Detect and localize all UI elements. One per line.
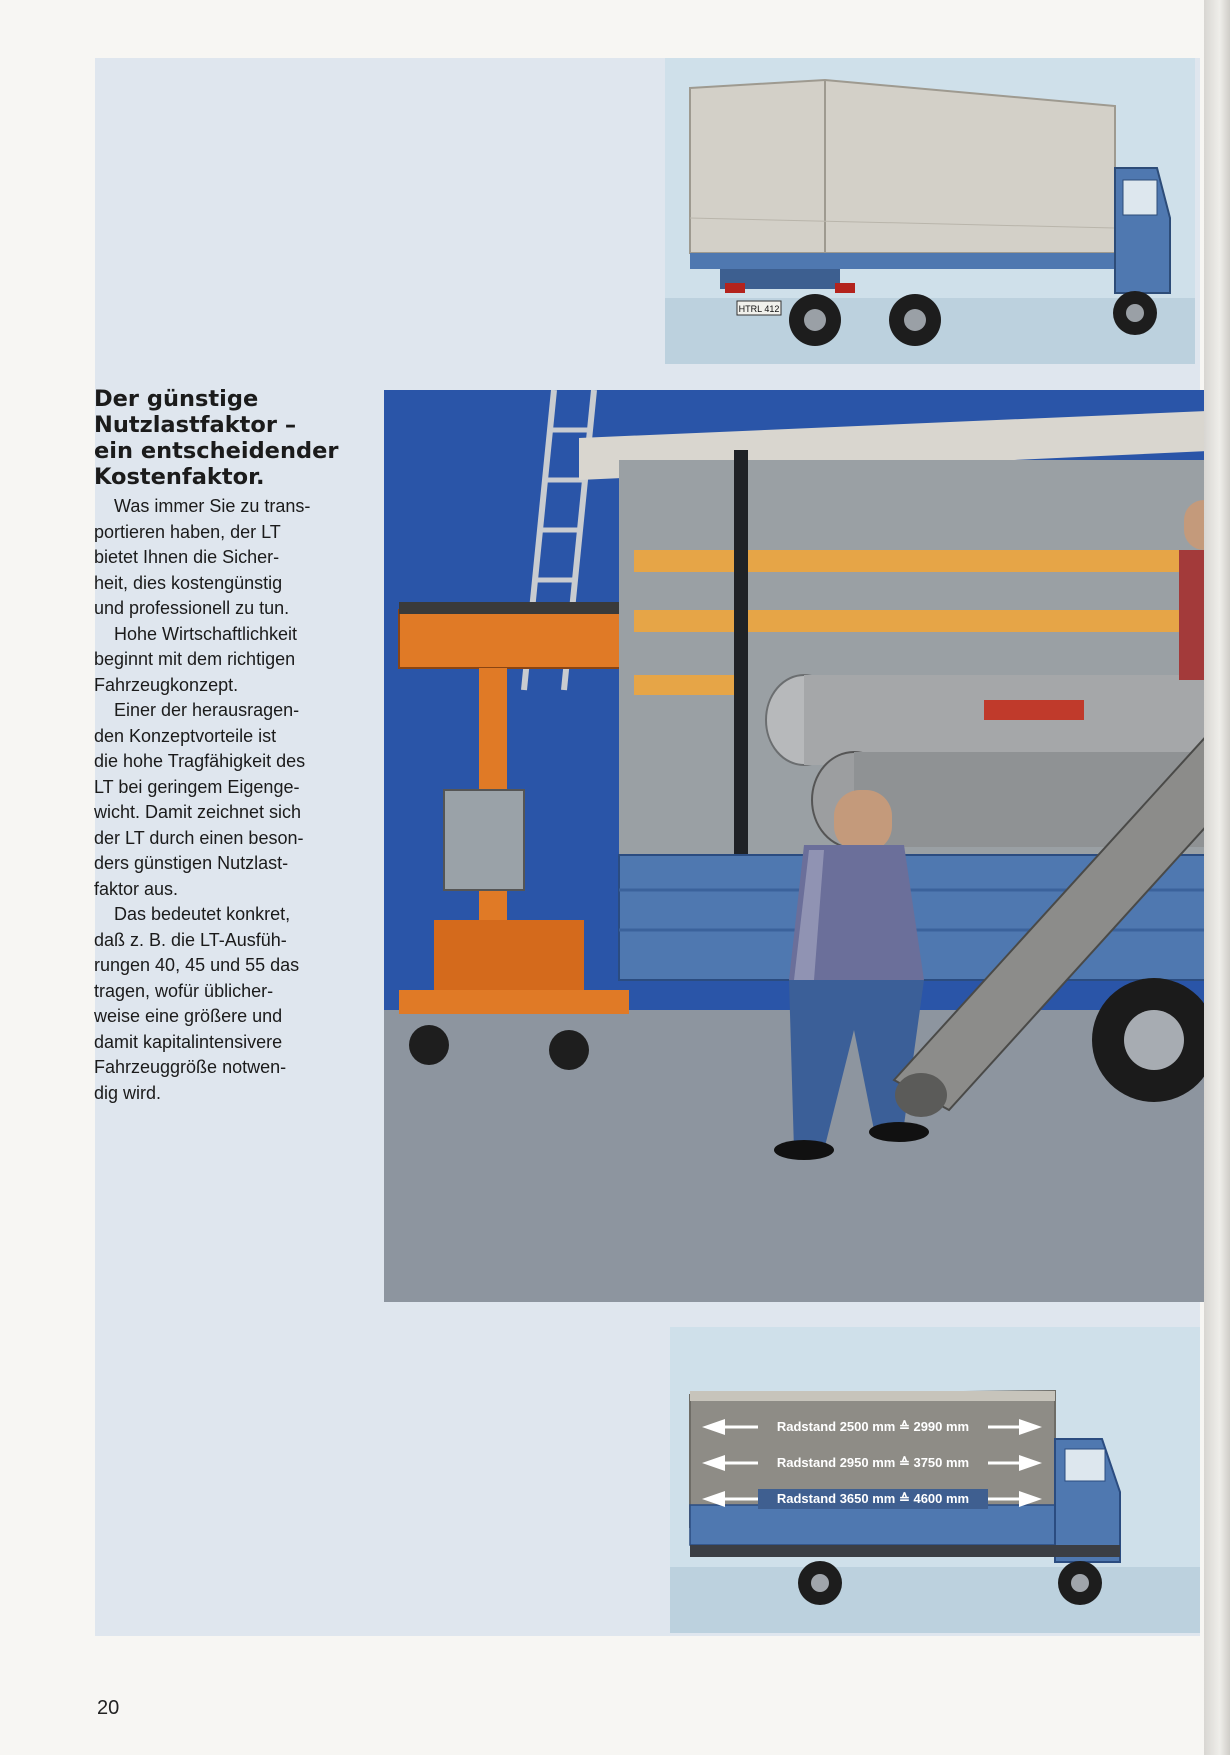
truck-rear-illustration — [665, 58, 1195, 364]
body-line: Einer der herausragen- — [114, 700, 300, 720]
title-line: ein entscheidender — [94, 438, 339, 464]
body-line: Fahrzeugkonzept. — [94, 674, 239, 695]
body-line: heit, dies kostengünstig — [94, 572, 283, 593]
body-line: Was immer Sie zu trans- — [114, 496, 311, 516]
photo-wheelbase-diagram — [670, 1327, 1200, 1633]
body-line: Hohe Wirtschaftlichkeit — [114, 623, 298, 644]
article — [94, 386, 362, 1106]
article-body — [94, 494, 362, 1106]
title-line: Kostenfaktor. — [94, 464, 265, 490]
body-line: daß z. B. die LT-Ausfüh- — [94, 929, 287, 950]
body-line: die hohe Tragfähigkeit des — [94, 751, 306, 771]
body-line: LT bei geringem Eigenge- — [94, 776, 300, 797]
body-line: tragen, wofür üblicher- — [94, 980, 274, 1001]
photo-worker-pipes — [384, 390, 1230, 1302]
license-plate: HTRL 412 — [738, 304, 780, 314]
page-spine-shadow — [1204, 0, 1230, 1755]
title-line: Nutzlastfaktor – — [94, 412, 297, 438]
body-line: faktor aus. — [94, 878, 179, 899]
photo-truck-rear — [665, 58, 1195, 364]
body-line: dig wird. — [94, 1082, 162, 1103]
wheelbase-label-3: Radstand 3650 mm ≙ 4600 mm — [776, 1491, 970, 1506]
wheelbase-label-2: Radstand 2950 mm ≙ 3750 mm — [776, 1455, 970, 1470]
body-line: Das bedeutet konkret, — [114, 904, 291, 924]
body-line: und professionell zu tun. — [94, 598, 290, 618]
body-line: damit kapitalintensivere — [94, 1031, 283, 1052]
body-line: wicht. Damit zeichnet sich — [94, 802, 302, 822]
wheelbase-diagram — [670, 1327, 1200, 1633]
body-line: den Konzeptvorteile ist — [94, 725, 277, 746]
body-line: rungen 40, 45 und 55 das — [94, 955, 300, 975]
article-title — [94, 386, 362, 490]
body-line: Fahrzeuggröße notwen- — [94, 1057, 287, 1077]
title-line: Der günstige — [94, 386, 259, 412]
body-line: bietet Ihnen die Sicher- — [94, 547, 280, 567]
page-number: 20 — [97, 1697, 120, 1719]
body-line: weise eine größere und — [94, 1006, 283, 1026]
wheelbase-label-1: Radstand 2500 mm ≙ 2990 mm — [776, 1419, 970, 1434]
body-line: portieren haben, der LT — [94, 521, 281, 542]
worker-pipes-illustration — [384, 390, 1230, 1302]
body-line: beginnt mit dem richtigen — [94, 649, 296, 669]
body-line: der LT durch einen beson- — [94, 827, 304, 848]
body-line: ders günstigen Nutzlast- — [94, 853, 289, 873]
